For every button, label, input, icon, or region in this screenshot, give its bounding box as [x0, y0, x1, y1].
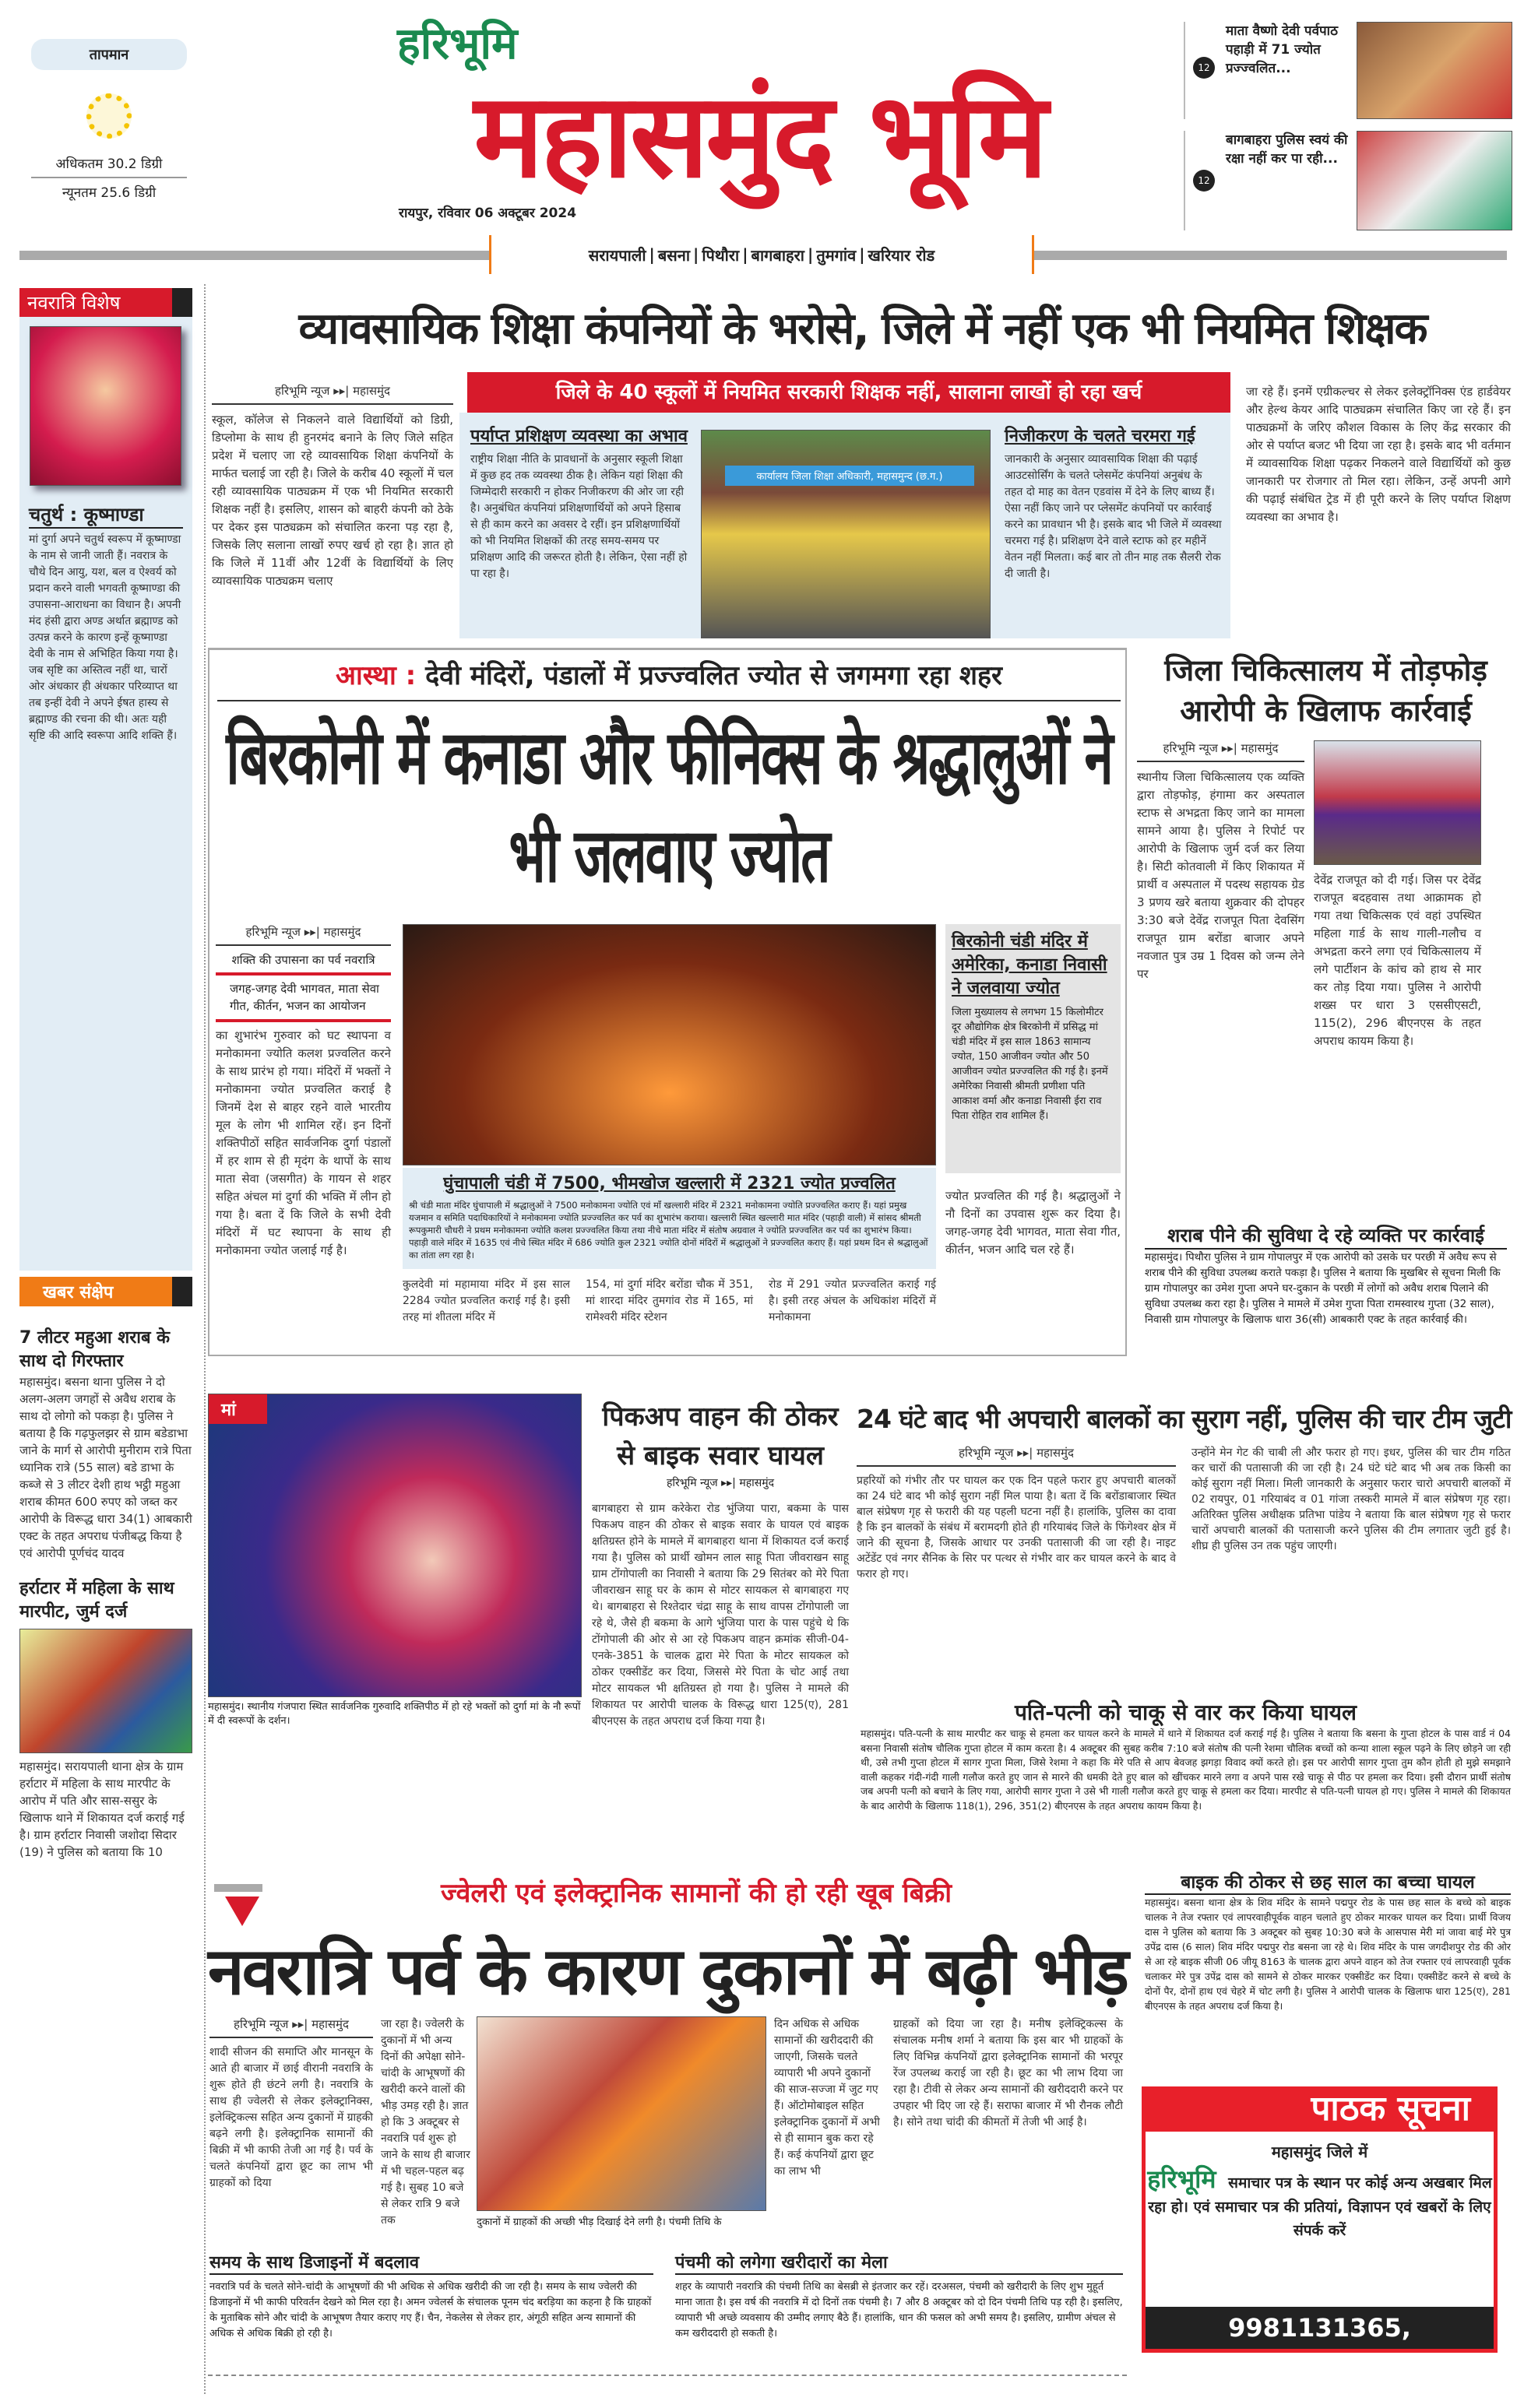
max-temp: अधिकतम 30.2 डिग्री — [31, 154, 187, 178]
liquor-headline: शराब पीने की सुविधा दे रहे व्यक्ति पर कार्रवाई — [1145, 1222, 1507, 1250]
teaser-photo — [1357, 131, 1512, 230]
min-temp: न्यूनतम 25.6 डिग्री — [62, 185, 157, 201]
kicker-text: देवी मंदिरों, पंडालों में प्रज्ज्वलित ज्योत से जगमगा रहा शहर — [425, 660, 1002, 691]
section-label: खबर संक्षेप — [19, 1277, 192, 1306]
news-brief — [19, 1277, 192, 1861]
office-sign: कार्यालय जिला शिक्षा अधिकारी, महासमुन्द (छ.ग.) — [725, 466, 974, 486]
photo-label: मां — [209, 1394, 267, 1424]
feature-title: चतुर्थ : कूष्माण्डा — [29, 501, 183, 529]
kicker: आस्था : — [336, 660, 417, 691]
juvenile-body-2: उन्होंने मेन गेट की चाबी ली और फरार हो गए। इधर, पुलिस की चार टीम गठित कर चारों की पतासाजी की जा रही है। 24 घंटे घंटे बाद भी अब तक किसी का कोई सुराग नहीं मिला। मिली जानकारी के अनुसार फरार चारो अपचारी बालकों में 02 रायपुर, 01 गरियाबंद व 01 गांजा तस्करी मामले में बाल संप्रेषण गृह रहा। अतिरिक्त पुलिस अधीक्षक प्रतिभा पांडेय ने बताया कि बाल संप्रेषण गृह से फरार चारों अपचारी बालकों की पतासाजी करने पुलिस की टीम लगातार जुटी हुई है। शीघ्र ही पुलिस उन तक पहुंच जाएगी। — [1191, 1447, 1511, 1552]
lead-info-box — [459, 413, 1230, 638]
market-body-3: दिन अधिक से अधिक सामानों की खरीददारी की जाएगी, जिसके चलते व्यापारी भी अपने दुकानों की साज-सज्जा में जुट गए हैं। ऑटोमोबाइल सहित इलेक्ट्रानिक दुकानों में अभी से ही सामान बुक करा रहे हैं। कई कंपनियों द्वारा छूट का लाभ भी — [774, 2018, 880, 2178]
ad-line-1: महासमुंद जिले में — [1271, 2143, 1368, 2161]
pickup-story — [592, 1397, 849, 1730]
byline: हरिभूमि न्यूज ▸▸| महासमुंद — [666, 1477, 775, 1489]
reader-notice-ad[interactable] — [1142, 2086, 1498, 2385]
brief-headline: हर्राटार में महिला के साथ मारपीट, जुर्म दर्ज — [19, 1579, 174, 1622]
aastha-side-after: ज्योत प्रज्वलित की गई है। श्रद्धालुओं ने नौ दिनों का उपवास शुरू कर दिया है। जगह-जगह देवी भागवत, माता सेवा गीत, कीर्तन, भजन आदि चल रहे हैं। — [945, 1189, 1121, 1257]
city-link[interactable]: पिथौरा — [702, 245, 740, 265]
feature-body: मां दुर्गा अपने चतुर्थ स्वरूप में कूष्माण्डा के नाम से जानी जाती हैं। नवरात्र के चौथे दिन आयु, यश, बल व ऐश्वर्य को प्रदान करने वाली भगवती कूष्माण्डा की उपासना-आराधना का विधान है। अपनी मंद हंसी द्वारा अण्ड अर्थात ब्रह्माण्ड को उत्पन्न करने के कारण इन्हें कूष्माण्डा देवी के नाम से अभिहित किया गया है। जब सृष्टि का अस्तित्व नहीं था, चारों ओर अंधकार ही अंधकार परिव्याप्त था तब इन्हीं देवी ने अपने ईषत हास्य से ब्रह्माण्ड की रचना की थी। अतः यही सृष्टि की आदि स्वरूपा आदि शक्ति हैं। — [29, 533, 181, 742]
sun-icon — [86, 93, 132, 139]
aastha-col: रोड में 291 ज्योत प्रज्ज्वलित कराई गई है। इसी तरह अंचल के अधिकांश मंदिरों में मनोकामना — [769, 1278, 936, 1324]
hospital-body-2: देवेंद्र राजपूत को दी गई। जिस पर देवेंद्र राजपूत बदहवास तथा आक्रामक हो गया तथा चिकित्सक एवं वहां उपस्थित महिला गार्ड के साथ गाली-गलौच व अभद्रता करने लगा एवं चिकित्सालय में लगे पार्टीशन के कांच को हाथ से मार कर तोड़ दिया गया। पुलिस ने आरोपी शख्स पर धारा 3 एससीएसटी, 115(2), 296 बीएनएस के तहत अपराध कायम किया है। — [1314, 873, 1481, 1048]
market-body: शादी सीजन की समाप्ति और मानसून के आते ही बाजार में छाई वीरानी नवरात्रि के शुरू होते ही छंटने लगी है। नवरात्रि के साथ ही ज्वेलरी से लेकर इलेक्ट्रानिक्स, इलेक्ट्रिकल्स सहित अन्य दुकानों में ग्राहकी बढ़ने लगी है। इलेक्ट्रानिक सामानों की बिक्री में भी काफी तेजी आ गई है। पर्व के चलते कंपनियों द्वारा छूट का लाभ भी ग्राहकों को दिया — [209, 2046, 373, 2189]
market-body-4: ग्राहकों को दिया जा रहा है। मनीष इलेक्ट्रिकल्स के संचालक मनीष शर्मा ने बताया कि इस बार भी ग्राहकों के लिए विभिन्न कंपनियों द्वारा इलेक्ट्रानिक सामानों की भरपूर रेंज उपलब्ध कराई जा रही है। छूट का भी लाभ दिया जा रहा है। टीवी से लेकर अन्य सामानों की खरीददारी करने पर उपहार भी दिए जा रहे हैं। सराफा बाजार में भी रौनक लौटी है। सोने तथा चांदी की कीमतों में तेजी भी आई है। — [893, 2018, 1123, 2129]
bike-headline: बाइक की ठोकर से छह साल का बच्चा घायल — [1145, 1868, 1511, 1895]
byline: हरिभूमि न्यूज ▸▸| महासमुंद — [212, 383, 453, 405]
kicker-line — [217, 656, 1121, 701]
city-link[interactable]: खरियार रोड — [868, 245, 935, 265]
dateline: रायपुर, रविवार 06 अक्टूबर 2024 — [399, 206, 577, 221]
pickup-body: बागबाहरा से ग्राम करेकेरा रोड भुंजिया पारा, बकमा के पास पिकअप वाहन की ठोकर से बाइक सवार के घायल एवं बाइक क्षतिग्रस्त होने के मामले में बागबाहरा थाना में शिकायत दर्ज कराई गया है। पुलिस को प्रार्थी खोमन लाल साहू पिता जीवराखन साहू ग्राम टोंगोपाली का निवासी ने बताया कि 29 सितंबर को मेरे पिता जीवराखन साहू घर के काम से मोटर सायकल से बागबाहरा गए थे। बागबाहरा से रिश्तेदार चंद्रा साहू के साथ वापस टोंगोपाली जा रहे थे, जैसे ही बकमा के आगे भुंजिया पारा के पास पहुंचे थे कि टोंगोपाली की ओर से आ रहे पिकअप वाहन क्रमांक सीजी-04-एनके-3851 के चालक द्वारा मेरे पिता के मोटर सायकल को ठोकर एक्सीडेंट कर दिया, जिससे मेरे पिता के चोट आई तथा मोटर सायकल भी क्षतिग्रस्त हो गया है। पुलिस ने मामले की शिकायत पर आरोपी चालक के विरूद्ध धारा 125(ए), 281 बीएनएस के तहत अपराध दर्ज किया गया है। — [592, 1503, 849, 1728]
byline: हरिभूमि न्यूज ▸▸| महासमुंद — [209, 2016, 373, 2038]
box-body: राष्ट्रीय शिक्षा नीति के प्रावधानों के अनुसार स्कूली शिक्षा में कुछ हद तक व्यवस्था ठीक है। लेकिन यहां शिक्षा की जिम्मेदारी सरकारी न होकर निजीकरण की ओर जा रही है। अनुबंधित कंपनियां प्रशिक्षणार्थियों को अपने हिसाब से ही काम करने का अवसर दे रहीं। इन प्रशिक्षणार्थियों को भी नियमित शिक्षकों की तरह समय-समय पर प्रशिक्षण आदि की जरूरत होती है। लेकिन, ऐसा नहीं हो पा रहा है। — [470, 453, 688, 580]
section-label: नवरात्रि विशेष — [19, 288, 192, 317]
aastha-story — [208, 648, 1127, 1356]
liquor-story — [1145, 1222, 1507, 1327]
sub-heading: समय के साथ डिजाइनों में बदलाव — [209, 2250, 653, 2275]
aastha-body: का शुभारंभ गुरुवार को घट स्थापना व मनोकामना ज्योति कलश प्रज्वलित करने के साथ प्रारंभ हो गया। मंदिरों में भक्तों ने मनोकामना ज्योत प्रज्वलित कराई है जिनमें देश से बाहर रहने वाले भारतीय मूल के लोग भी शामिल रहें। इन दिनों शक्तिपीठों सहित सार्वजनिक दुर्गा पंडालों में हर शाम से ही मृदंग के थापों के साथ माता सेवा (जसगीत) के गायन से शहर सहित अंचल मां दुर्गा की भक्ति में लीन हो गया है। बता दें कि जिले के सभी देवी मंदिरों में घट स्थापना के साथ ही मनोकामना ज्योत जलाई गई है। — [216, 1028, 391, 1257]
ad-line-2: समाचार पत्र के स्थान पर कोई अन्य अखबार मिल रहा हो। एवं समाचार पत्र की प्रतियां, विज्ञापन एवं खबरों के लिए संपर्क करें — [1148, 2174, 1492, 2239]
byline: हरिभूमि न्यूज ▸▸| महासमुंद — [1137, 740, 1304, 762]
goddess-kushmanda-image — [30, 326, 181, 486]
lead-banner: जिले के 40 स्कूलों में नियमित सरकारी शिक्षक नहीं, सालाना लाखों हो रहा खर्च — [467, 372, 1230, 413]
photo-caption: महासमुंद। स्थानीय गंजपारा स्थित सार्वजनिक गुरुवादि शक्तिपीठ में हो रहे भक्तों को दुर्गा मां के नौ रूपों में दी स्वरूपों के दर्शन। — [208, 1701, 581, 1727]
ad-phones[interactable]: 9981131365, 9098324969 — [1146, 2307, 1494, 2349]
chevron-down-icon — [214, 1884, 262, 1892]
market-body-2: जा रहा है। ज्वेलरी के दुकानों में भी अन्य दिनों की अपेक्षा सोने-चांदी के आभूषणों की खरीदी करने वालों की भीड़ उमड़ रही है। ज्ञात हो कि 3 अक्टूबर से नवरात्रि पर्व शुरू हो जाने के साथ ही बाजार में भी चहल-पहल बढ़ गई है। सुबह 10 बजे से लेकर रात्रि 9 बजे तक — [381, 2018, 470, 2227]
aastha-col: 154, मां दुर्गा मंदिर बरोंडा चौक में 351, मां शारदा मंदिर तुमगांव रोड में 165, मां रामेश्वरी मंदिर स्टेशन — [586, 1278, 753, 1324]
juvenile-headline: 24 घंटे बाद भी अपचारी बालकों का सुराग नहीं, पुलिस की चार टीम जुटी — [857, 1404, 1512, 1434]
box-body: श्री चंडी माता मंदिर घुंचापाली में श्रद्धालुओं ने 7500 मनोकामना ज्योति एवं माँ खल्लारी मंदिर में 2321 मनोकामना ज्योति प्रज्ज्वलित कराए हैं। यहां प्रमुख यजमान व समिति पदाधिकारियों ने मनोकामना ज्योति प्रज्ज्वलित कर पर्व का शुभारंभ कराया। खल्लारी स्थित खल्लारी मात मंदिर (पहाड़ी वाली) में सांसद श्रीमती रूपकुमारी चौधरी ने प्रथम मनोकामना ज्योति कलश प्रज्ज्वलित किया तथा नीचे माता मंदिर में संतोष अग्रवाल ने ज्योति प्रज्ज्वलित कर पर्व का शुभारंभ किया। पहाड़ी वाले मंदिर में 1635 एवं नीचे स्थित मंदिर में 686 ज्योति कुल 2321 ज्योति दोनों मंदिरों में श्रद्धालुओं ने प्रज्ज्वलित कराए हैं। यहां प्रथम दिन से श्रद्धालुओं का तांता लग रहा है। — [409, 1200, 928, 1260]
aastha-col: कुलदेवी मां महामाया मंदिर में इस साल 2284 ज्योत प्रज्वलित कराई गई है। इसी तरह मां शीतला मंदिर में — [403, 1278, 570, 1324]
hospital-story — [1137, 650, 1515, 1050]
box-subheading: पर्याप्त प्रशिक्षण व्यवस्था का अभाव — [470, 427, 688, 446]
lead-headline: व्यावसायिक शिक्षा कंपनियों के भरोसे, जिले में नहीं एक भी नियमित शिक्षक — [298, 304, 1427, 354]
bike-body: महासमुंद। बसना थाना क्षेत्र के शिव मंदिर के सामने पद्मपुर रोड के पास छह साल के बच्चे को बाइक चालक ने तेज रफ्तार एवं लापरवाहीपूर्वक वाहन चलाते हुए ठोकर मारकर घायल कर दिया। प्रार्थी विजय दास ने पुलिस को बताया कि 3 अक्टूबर को सुबह 10:30 बजे के आसपास मेरी मां जावा बाई मेरे पुत्र उपेंद्र दास (6 साल) शिव मंदिर पद्मपुर रोड बसना जा रहे थे। शिव मंदिर के पास जगदीशपुर रोड की ओर से आ रहे बाइक सीजी 06 जीयू 8163 के चालक द्वारा अपने वाहन को तेज रफ्तार एवं लापरवाही पूर्वक चलाकर मेरे पुत्र उपेंद्र दास को सामने से ठोकर मारकर एक्सीडेंट कर दिया। एक्सीडेंट करने से बच्चे के दोनों पैर, दोनों हाथ एवं चेहरे में चोट लगी है। पुलिस ने आरोपी चालक के खिलाफ धारा 125(ए), 281 बीएनएस के तहत अपराध दर्ज किया है। — [1145, 1897, 1511, 2012]
bike-story — [1145, 1868, 1511, 2013]
aastha-headline-wrap — [217, 708, 1121, 915]
lead-body: स्कूल, कॉलेज से निकलने वाले विद्यार्थियों को डिग्री, डिप्लोमा के साथ ही हुनरमंद बनाने के लिए जिले सहित प्रदेश में चलाए जा रहे व्यावसायिक शिक्षा कंपनियों के मार्फत चलाई जा रही है। जिले के करीब 40 स्कूलों में चल रही व्यावसायिक पाठ्यक्रम में एक भी नियमित सरकारी शिक्षक नहीं है। इसलिए, शासन को बाहरी कंपनी को ठेके पर देकर इस पाठ्यक्रम को संचालित करना पड़ रहा है, जिसके लिए सलाना लाखों रुपए खर्च हो रहा है। ज्ञात हो कि जिले में 11वीं और 12वीं के विद्यार्थियों के लिए व्यावसायिक पाठ्यक्रम चलाए — [212, 413, 453, 588]
byline: हरिभूमि न्यूज ▸▸| महासमुंद — [216, 924, 391, 946]
brief-body: महासमुंद। बसना थाना पुलिस ने दो अलग-अलग जगहों से अवैध शराब के साथ दो लोगो को पकड़ा है। पुलिस ने बताया है कि गढ़फुलझर से ग्राम बडेडाभा जाने के मार्ग से आरोपी मुनीराम रात्रे पिता ध्यानिक रात्रे (55 साल) बडे डाभा के कब्जे से 3 लीटर देशी हाथ भट्ठी महुआ शराब कीमत 600 रुपए को जब्त कर आरोपी के विरूद्ध धारा 34(1) आबकारी एक्ट के तहत अपराध पंजीबद्ध किया है एवं आरोपी पूर्णचंद यादव — [19, 1375, 192, 1560]
sub-body: नवरात्रि पर्व के चलते सोने-चांदी के आभूषणों की भी अधिक से अधिक खरीदी की जा रही है। समय के साथ ज्वेलरी की डिजाइनों में भी काफी परिवर्तन देखने को मिल रहा है। अमन ज्वेलर्स के संचालक पूनम चंद बरड़िया का कहना है कि ग्राहकों के मुताबिक सोने और चांदी के आभूषण तैयार कराए गए हैं। चैन, नेकलेस से लेकर हार, अंगूठी सहित अन्य सामानों की अधिक से अधिक बिक्री हो रही है। — [209, 2281, 652, 2339]
city-link[interactable]: बसना — [657, 245, 691, 265]
shop-photo — [477, 2016, 766, 2211]
stab-headline: पति-पत्नी को चाकू से वार कर किया घायल — [1015, 1700, 1357, 1725]
aastha-headline: बिरकोनी में कनाडा और फीनिक्स के श्रद्धालुओं ने भी जलवाए ज्योत — [226, 714, 1112, 899]
teaser-photo — [1357, 22, 1512, 119]
education-office-photo — [701, 430, 991, 638]
teaser-2[interactable] — [1184, 131, 1511, 230]
maa-photo-feature — [208, 1394, 582, 1728]
byline: हरिभूमि न्यूज ▸▸| महासमुंद — [857, 1445, 1176, 1467]
jyot-lamps-photo — [403, 924, 936, 1165]
lead-col-1 — [212, 383, 453, 590]
market-headline: नवरात्रि पर्व के कारण दुकानों में बढ़ी भीड़ — [208, 1933, 1127, 2009]
teaser-1[interactable] — [1184, 22, 1511, 119]
side-box — [945, 924, 1121, 1173]
divider — [208, 2375, 1127, 2376]
deck: शक्ति की उपासना का पर्व नवरात्रि — [216, 952, 391, 976]
weather-label: तापमान — [31, 39, 187, 70]
pickup-headline: पिकअप वाहन की ठोकर से बाइक सवार घायल — [602, 1401, 839, 1471]
brief-body: महासमुंद। सरायपाली थाना क्षेत्र के ग्राम हर्राटार में महिला के साथ मारपीट के आरोप में पति और सास-ससुर के खिलाफ थाने में शिकायत दर्ज कराई गई है। ग्राम हर्राटार निवासी जशोदा सिदार (19) ने पुलिस को बताया कि 10 — [19, 1759, 185, 1859]
brief-headline: 7 लीटर महुआ शराब के साथ दो गिरफ्तार — [19, 1328, 171, 1371]
hospital-photo — [1314, 740, 1481, 865]
ad-brand: हरिभूमि — [1147, 2164, 1216, 2194]
weather-widget — [31, 39, 187, 201]
chevron-down-icon — [225, 1897, 259, 1926]
stab-body: महासमुंद। पति-पत्नी के साथ मारपीट कर चाकू से हमला कर घायल करने के मामले में थाने में शिकायत दर्ज कराई गई है। पुलिस ने बताया कि बसना के गुप्ता होटल के पास वार्ड नं 04 बसना निवासी संतोष चौलिक गुप्ता होटल में काम करता है। 4 अक्टूबर की सुबह करीब 7:10 बजे संतोष की पत्नी रेशमा चौलिक बच्चों को कन्या शाला स्कूल पढ़ने के लिए छोड़ने जा रही थी, उसे तभी गुप्ता होटल में सागर गुप्ता मिला, जिसे रेशमा ने कहा कि मेरे पति से आप बेवजह झगड़ा विवाद क्यों करते हो। इस पर आरोपी सागर गुप्ता तुम कौन होती हो मुझे समझाने वाली कहकर गंदी-गंदी गाली गलौज करते हुए जान से मारने की धमकी देते हुए बाल को खींचकर मारने लगा व अपने पास रखे चाकू से पीठ पर हमला कर दिया। इसी दौरान प्रार्थी संतोष जब अपनी पत्नी को बचाने के लिए गया, आरोपी सागर गुप्ता ने उसे भी गाली गलौज करते हुए चाकू से हमला कर दिया। मारपीट से पति-पत्नी घायल हो गए। पुलिस ने मामले की शिकायत के बाद आरोपी के खिलाफ 118(1), 296, 351(2) बीएनएस के तहत अपराध कायम किया है। — [861, 1728, 1511, 1812]
teaser-text: बागबाहरा पुलिस स्वयं की रक्षा नहीं कर पा रही... — [1226, 132, 1348, 167]
navratri-special — [19, 288, 192, 1271]
assault-illustration — [19, 1629, 192, 1753]
ad-title: पाठक सूचना — [1311, 2089, 1470, 2129]
photo-caption: दुकानों में ग्राहकों की अच्छी भीड़ दिखाई देने लगी है। पंचमी तिथि के — [477, 2216, 722, 2228]
city-link[interactable]: सरायपाली — [588, 245, 646, 265]
info-box — [403, 1168, 936, 1269]
column-divider — [204, 284, 206, 2394]
masthead-title: महासमुंद भूमि — [473, 69, 1045, 204]
side-body: जिला मुख्यालय से लगभग 15 किलोमीटर दूर औद्योगिक क्षेत्र बिरकोनी में प्रसिद्ध मां चंडी मंदिर में इस साल 1863 सामान्य ज्योत, 150 आजीवन ज्योत और 50 आजीवन ज्योत प्रज्ज्वलित की गई है। इनमें अमेरिका निवासी श्रीमती प्रणीशा पति आकाश वर्मा और कनाडा निवासी ईरा राव पिता रोहित राव शामिल हैं। — [952, 1007, 1108, 1122]
hospital-headline: जिला चिकित्सालय में तोड़फोड़ आरोपी के खिलाफ कार्रवाई — [1164, 653, 1487, 728]
city-link[interactable]: तुमगांव — [816, 245, 857, 265]
juvenile-body: प्रहरियों को गंभीर तौर पर घायल कर एक दिन पहले फरार हुए अपचारी बालकों का 24 घंटे बाद भी कोई सुराग नहीं मिल पाया है। बता दें कि बरोंडाबाजार स्थित बाल संप्रेषण गृह से फरारी की यह पहली घटना नहीं है। हालांकि, पुलिस का दावा है कि इन बालकों के संबंध में बरामदगी होते ही गरियाबंद जिले के फिंगेश्वर क्षेत्र में जाने की सूचना है, जिसके आधार पर उनकी पतासाजी की जा रही है। नाइट अटेंडेंट एवं नगर सैनिक के सिर पर पत्थर से गंभीर वार कर घायल करने के बाद वे फरार हो गए। — [857, 1475, 1176, 1580]
liquor-body: महासमुंद। पिथौरा पुलिस ने ग्राम गोपालपुर में एक आरोपी को उसके घर परछी में अवैध रूप से शराब पीने की सुविधा उपलब्ध कराते पकड़ा है। पुलिस ने बताया कि मुखबिर से सूचना मिली कि ग्राम गोपालपुर का उमेश गुप्ता अपने घर-दुकान के परछी में लोगों को अवैध शराब पिलाने की सुविधा उपलब्ध करा रहा है। पुलिस ने मामले में उमेश गुप्ता पिता रामस्वारथ गुप्ता (32 साल), निवासी ग्राम गोपालपुर के खिलाफ धारा 36(सी) आबकारी एक्ट के तहत कार्रवाई की। — [1145, 1251, 1501, 1326]
box-body: जानकारी के अनुसार व्यावसायिक शिक्षा की पढ़ाई आउटसोर्सिंग के चलते प्लेसमेंट कंपनियां अनुबंध के तहत दो माह का वेतन एडवांस में देने के लिए बाध्य हैं। ऐसा नहीं किए जाने पर प्लेसमेंट कंपनियों पर कार्रवाई करने का प्रावधान भी है। इसके बाद भी जिले में व्यवस्था चरमरा गई है। प्रशिक्षण देने वाले स्टाफ को हर महीनें वेतन नहीं मिलता। कई बार तो तीन माह तक सैलरी रोक दी जाती है। — [1005, 453, 1222, 580]
stab-story — [861, 1697, 1511, 1813]
page-badge: 12 — [1193, 170, 1215, 192]
hospital-body: स्थानीय जिला चिकित्सालय एक व्यक्ति द्वारा तोड़फोड़, हंगामा कर अस्पताल स्टाफ से अभद्रता किए जाने का मामला सामने आया है। पुलिस ने रिपोर्ट पर आरोपी के खिलाफ जुर्म दर्ज कर लिया है। सिटी कोतवाली में किए शिकायत में प्रार्थी व अस्पताल में पदस्थ सहायक ग्रेड 3 प्रणय खरे बताया शुक्रवार की दोपहर 3:30 बजे देवेंद्र राजपूत पिता देवसिंग राजपूत ग्राम बरोंडा बाजार अपने नवजात पुत्र उम्र 1 दिवस को जन्म लेने पर — [1137, 770, 1304, 981]
lead-col-right: जा रहे हैं। इनमें एग्रीकल्चर से लेकर इलेक्ट्रॉनिक्स एंड हार्डवेयर और हेल्थ केयर आदि पाठ्यक्रम संचालित किए जा रहे हैं। इन पाठ्यक्रमों के जरिए कौशल विकास के लिए केंद्र सरकार की ओर से पर्याप्त बजट भी दिया जा रहा है। इसके बाद भी वर्तमान में व्यावसायिक शिक्षा पढ़कर निकलने वाले विद्यार्थियों को कुछ जानकारी पर रोजगार तो मिल रहा। लेकिन, उन्हें अपनी आगे की पढ़ाई संबंधित ट्रेड में ही पूरी करने के लिए पर्याप्त शिक्षण व्यवस्था का अभाव है। — [1246, 385, 1511, 524]
sub-body: शहर के व्यापारी नवरात्रि की पंचमी तिथि का बेसब्री से इंतजार कर रहें। दरअसल, पंचमी को खरीदारी के लिए शुभ मुहूर्त माना जाता है। इस वर्ष की नवरात्रि में दो दिनों तक पंचमी है। 7 और 8 अक्टूबर को दो दिन पंचमी तिथि पड़ रही है। इसलिए, व्यापारी भी अच्छे व्यवसाय की उम्मीद लगाए बैठे हैं। हालांकि, धान की फसल को अभी समय है। इसलिए, ग्रामीण अंचल से कम खरीददारी हो सकती है। — [675, 2281, 1123, 2339]
city-link[interactable]: बागबाहरा — [751, 245, 804, 265]
durga-idol-photo — [208, 1394, 582, 1697]
box-subheading: निजीकरण के चलते चरमरा गई — [1005, 427, 1195, 446]
bullet: जगह-जगह देवी भागवत, माता सेवा गीत, कीर्तन, भजन का आयोजन — [216, 976, 391, 1022]
juvenile-story — [857, 1401, 1511, 1582]
page-badge: 12 — [1193, 57, 1215, 79]
market-kicker: ज्वेलरी एवं इलेक्ट्रानिक सामानों की हो रही खूब बिक्री — [441, 1878, 952, 1909]
teaser-text: माता वैष्णो देवी पर्वपाठ पहाड़ी में 71 ज्योत प्रज्ज्वलित... — [1226, 23, 1338, 76]
sub-heading: पंचमी को लगेगा खरीदारों का मेला — [675, 2250, 1123, 2275]
market-story — [208, 1868, 1127, 2390]
brand-logo: हरिभूमि — [397, 19, 518, 69]
side-heading: बिरकोनी चंडी मंदिर में अमेरिका, कनाडा निवासी ने जलवाया ज्योत — [952, 932, 1107, 998]
box-subheading: घुंचापाली चंडी में 7500, भीमखोज खल्लारी में 2321 ज्योत प्रज्वलित — [443, 1174, 896, 1193]
city-bar: सरायपाली | बसना | पिथौरा | बागबाहरा | तुमगांव | खरियार रोड — [489, 235, 1034, 274]
